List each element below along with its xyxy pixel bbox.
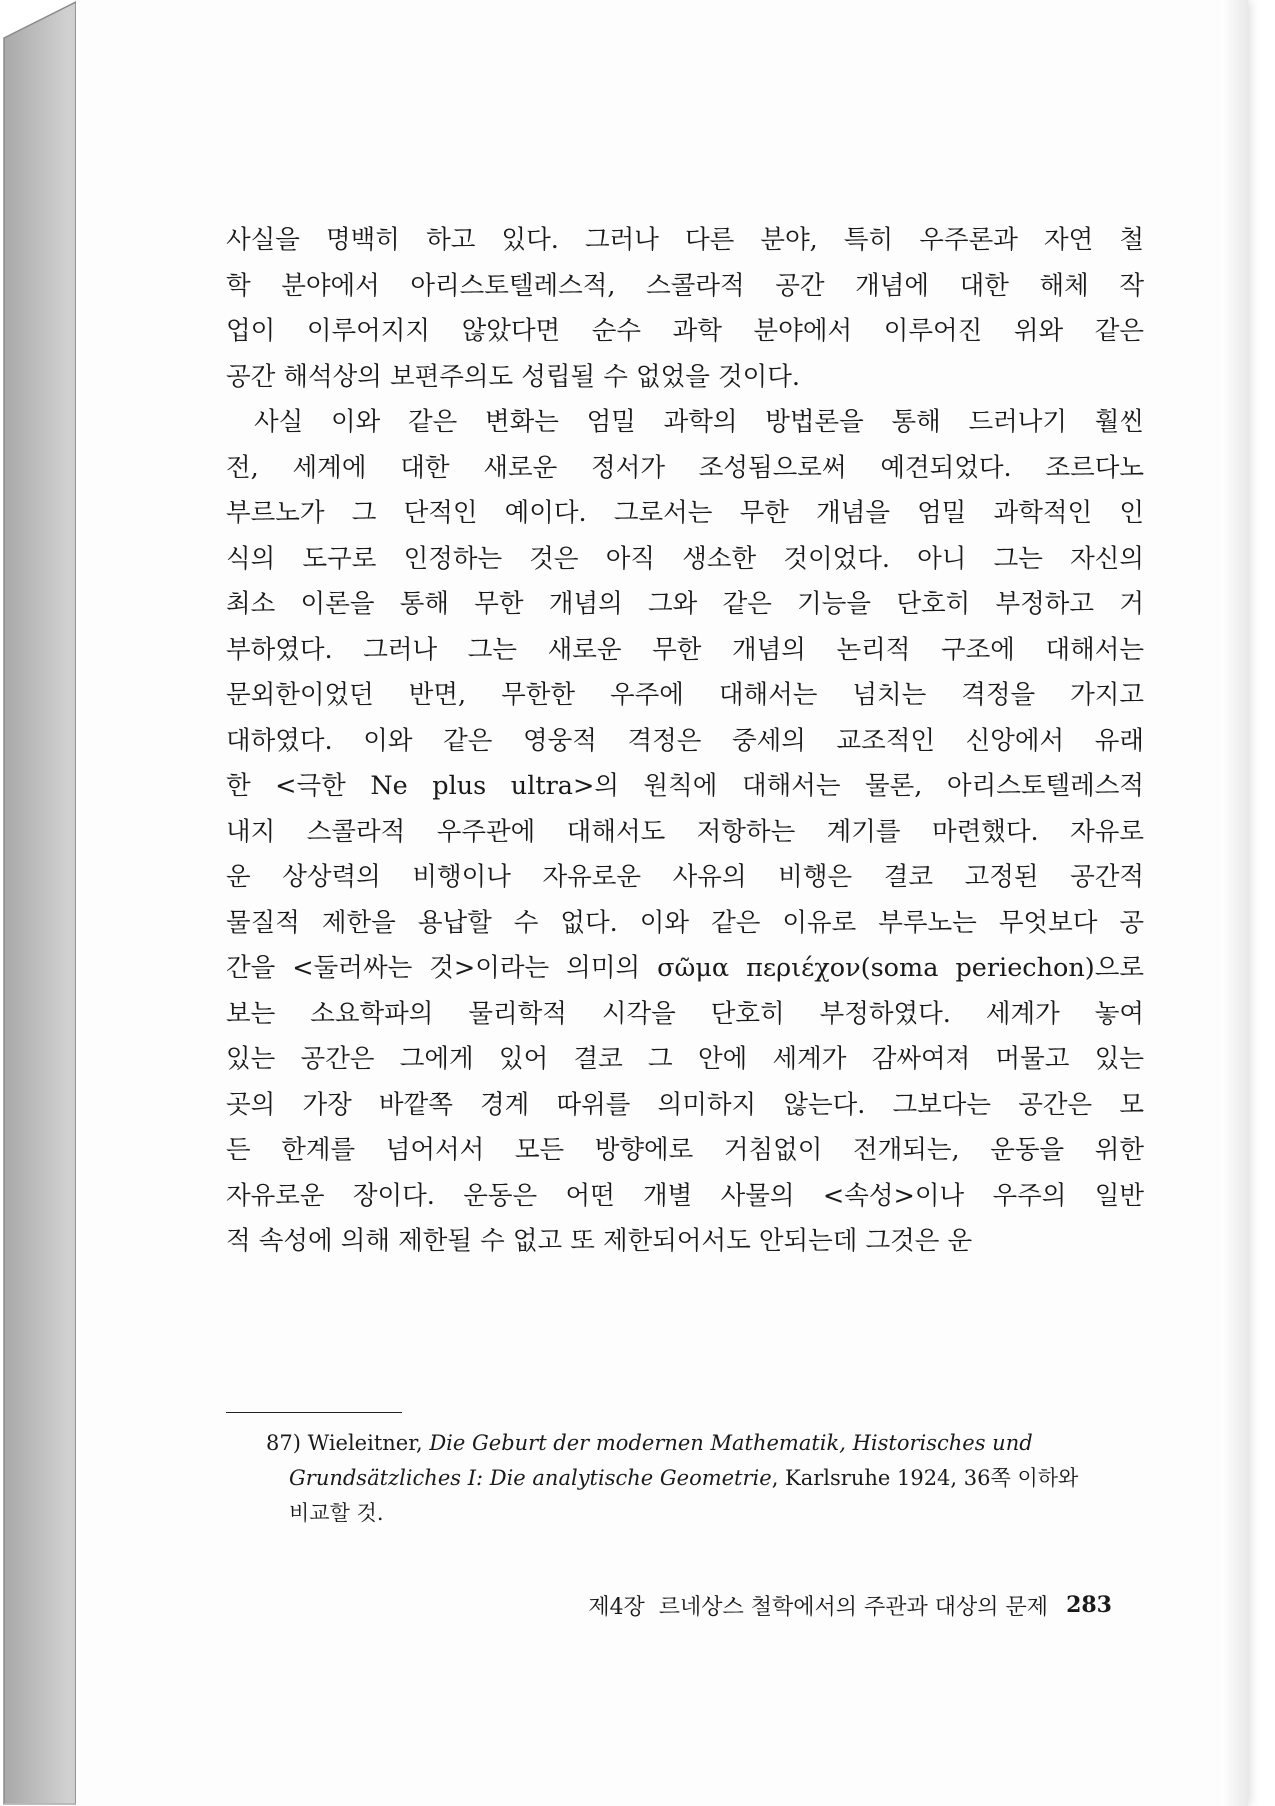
- page-edge-shadow: [1221, 0, 1248, 1806]
- text-line: 자유로운 장이다. 운동은 어떤 개별 사물의 <속성>이나 우주의 일반: [226, 1180, 1144, 1211]
- footnote-line-3: [266, 1496, 1146, 1531]
- footnote-author: Wieleitner,: [307, 1431, 423, 1455]
- text-line: 업이 이루어지지 않았다면 순수 과학 분야에서 이루어진 위와 같은: [226, 316, 1144, 346]
- text-line: 전, 세계에 대한 새로운 정서가 조성됨으로써 예견되었다. 조르다노: [226, 452, 1144, 483]
- text-line: 학 분야에서 아리스토텔레스적, 스콜라적 공간 개념에 대한 해체 작: [226, 270, 1144, 301]
- text-line: 곳의 가장 바깥쪽 경계 따위를 의미하지 않는다. 그보다는 공간은 모: [226, 1089, 1144, 1120]
- text-line: 내지 스콜라적 우주관에 대해서도 저항하는 계기를 마련했다. 자유로: [226, 816, 1144, 847]
- running-title: 제4장 르네상스 철학에서의 주관과 대상의 문제: [588, 1594, 1049, 1620]
- paragraph-1: [226, 218, 1144, 400]
- text-line: 적 속성에 의해 제한될 수 없고 또 제한되어서도 안되는데 그것은 운: [226, 1226, 973, 1256]
- text-line: 부하였다. 그러나 그는 새로운 무한 개념의 논리적 구조에 대해서는: [226, 634, 1144, 665]
- footnote-marker: 87): [266, 1431, 301, 1455]
- text-line: 간을 <둘러싸는 것>이라는 의미의 σῶμα περιέχον(soma periechon)으로: [226, 953, 1144, 983]
- text-line: 있는 공간은 그에게 있어 결코 그 안에 세계가 감싸여져 머물고 있는: [226, 1044, 1144, 1074]
- footnote-publication: , Karlsruhe 1924, 36쪽 이하와: [771, 1466, 1079, 1490]
- text-line: 물질적 제한을 용납할 수 없다. 이와 같은 이유로 부루노는 무엇보다 공: [226, 907, 1144, 938]
- text-line: 대하였다. 이와 같은 영웅적 격정은 중세의 교조적인 신앙에서 유래: [226, 725, 1144, 756]
- text-line: 부르노가 그 단적인 예이다. 그로서는 무한 개념을 엄밀 과학적인 인: [226, 498, 1144, 528]
- text-line: 든 한계를 넘어서서 모든 방향에로 거침없이 전개되는, 운동을 위한: [226, 1135, 1144, 1165]
- text-line: 문외한이었던 반면, 무한한 우주에 대해서는 넘치는 격정을 가지고: [226, 680, 1144, 710]
- text-line: 최소 이론을 통해 무한 개념의 그와 같은 기능을 단호히 부정하고 거: [226, 589, 1144, 619]
- text-line: 운 상상력의 비행이나 자유로운 사유의 비행은 결코 고정된 공간적: [226, 862, 1144, 892]
- footnote-closing: 비교할 것.: [289, 1501, 384, 1525]
- text-line: 사실 이와 같은 변화는 엄밀 과학의 방법론을 통해 드러나기 훨씬: [254, 407, 1144, 437]
- text-line: 식의 도구로 인정하는 것은 아직 생소한 것이었다. 아니 그는 자신의: [226, 543, 1144, 574]
- footnote-87: [266, 1426, 1146, 1531]
- text-line: 한 <극한 Ne plus ultra>의 원칙에 대해서는 물론, 아리스토텔레스적: [226, 771, 1144, 801]
- text-line: 보는 소요학파의 물리학적 시각을 단호히 부정하였다. 세계가 놓여: [226, 998, 1144, 1029]
- footnote-title-part1: Die Geburt der modernen Mathematik, Historisches und: [429, 1431, 1033, 1455]
- footnote-separator: [226, 1412, 402, 1413]
- page-number: 283: [1066, 1592, 1112, 1618]
- text-line: 사실을 명백히 하고 있다. 그러나 다른 분야, 특히 우주론과 자연 철: [226, 225, 1144, 255]
- running-footer: [500, 1585, 1112, 1625]
- body-text: [226, 218, 1144, 1265]
- paragraph-2: [226, 400, 1144, 1265]
- text-line: 공간 해석상의 보편주의도 성립될 수 없었을 것이다.: [226, 361, 801, 392]
- footnote-line-1: [266, 1426, 1146, 1461]
- footnote-line-2: [266, 1461, 1146, 1496]
- footnote-title-part2: Grundsätzliches I: Die analytische Geometrie: [289, 1466, 772, 1490]
